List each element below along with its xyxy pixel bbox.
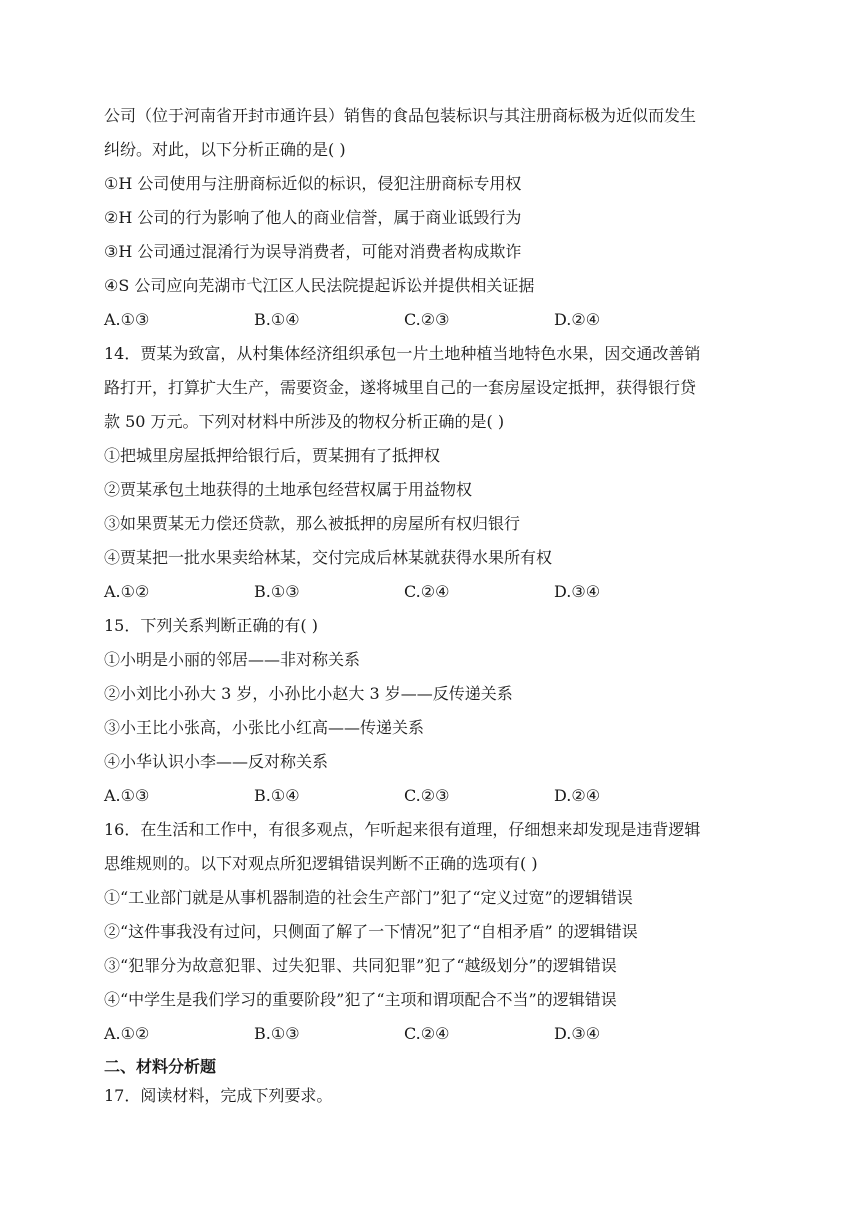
- q16-statement-3: ③“犯罪分为故意犯罪、过失犯罪、共同犯罪”犯了“越级划分”的逻辑错误: [104, 956, 617, 975]
- q16-option-a: A.①②: [104, 1024, 150, 1043]
- q16-statement-4: ④“中学生是我们学习的重要阶段”犯了“主项和谓项配合不当”的逻辑错误: [104, 990, 617, 1009]
- q15-option-b: B.①④: [254, 786, 300, 805]
- q14-stem-line-1: 14．贾某为致富，从村集体经济组织承包一片土地种植当地特色水果，因交通改善销: [104, 344, 701, 363]
- q14-option-d: D.③④: [554, 582, 601, 601]
- q15-stem: 15．下列关系判断正确的有( ): [104, 616, 318, 635]
- q15-statement-3: ③小王比小张高，小张比小红高——传递关系: [104, 718, 425, 737]
- q14-options: [104, 582, 754, 602]
- q16-option-b: B.①③: [254, 1024, 300, 1043]
- q15-options: [104, 786, 754, 806]
- q14-option-c: C.②④: [404, 582, 450, 601]
- q13-statement-3: ③H 公司通过混淆行为误导消费者，可能对消费者构成欺诈: [104, 242, 522, 261]
- q16-stem-line-2: 思维规则的。以下对观点所犯逻辑错误判断不正确的选项有( ): [104, 854, 538, 873]
- q16-statement-1: ①“工业部门就是从事机器制造的社会生产部门”犯了“定义过宽”的逻辑错误: [104, 888, 633, 907]
- q14-option-a: A.①②: [104, 582, 150, 601]
- q15-statement-2: ②小刘比小孙大 3 岁，小孙比小赵大 3 岁——反传递关系: [104, 684, 513, 703]
- q13-option-c: C.②③: [404, 310, 450, 329]
- q13-option-a: A.①③: [104, 310, 150, 329]
- q13-statement-2: ②H 公司的行为影响了他人的商业信誉，属于商业诋毁行为: [104, 208, 522, 227]
- q14-statement-1: ①把城里房屋抵押给银行后，贾某拥有了抵押权: [104, 446, 441, 465]
- section-heading: 二、材料分析题: [104, 1057, 217, 1076]
- q15-option-d: D.②④: [554, 786, 601, 805]
- q13-option-b: B.①④: [254, 310, 300, 329]
- q15-option-c: C.②③: [404, 786, 450, 805]
- q13-statement-1: ①H 公司使用与注册商标近似的标识，侵犯注册商标专用权: [104, 174, 522, 193]
- q16-option-c: C.②④: [404, 1024, 450, 1043]
- q14-statement-2: ②贾某承包土地获得的土地承包经营权属于用益物权: [104, 480, 473, 499]
- q14-statement-3: ③如果贾某无力偿还贷款，那么被抵押的房屋所有权归银行: [104, 514, 521, 533]
- q16-statement-2: ②“这件事我没有过问，只侧面了解了一下情况”犯了“自相矛盾” 的逻辑错误: [104, 922, 638, 941]
- q15-statement-4: ④小华认识小李——反对称关系: [104, 752, 329, 771]
- q13-stem-line-1: 公司（位于河南省开封市通许县）销售的食品包装标识与其注册商标极为近似而发生: [104, 106, 697, 125]
- q15-statement-1: ①小明是小丽的邻居——非对称关系: [104, 650, 361, 669]
- q16-options: [104, 1024, 754, 1044]
- q16-stem-line-1: 16．在生活和工作中，有很多观点，乍听起来很有道理，仔细想来却发现是违背逻辑: [104, 820, 701, 839]
- q14-stem-line-3: 款 50 万元。下列对材料中所涉及的物权分析正确的是( ): [104, 412, 505, 431]
- q16-option-d: D.③④: [554, 1024, 601, 1043]
- q14-stem-line-2: 路打开，打算扩大生产，需要资金，遂将城里自己的一套房屋设定抵押，获得银行贷: [104, 378, 697, 397]
- q13-stem-line-2: 纠纷。对此，以下分析正确的是( ): [104, 140, 346, 159]
- q13-statement-4: ④S 公司应向芜湖市弋江区人民法院提起诉讼并提供相关证据: [104, 276, 535, 295]
- q14-option-b: B.①③: [254, 582, 300, 601]
- q14-statement-4: ④贾某把一批水果卖给林某，交付完成后林某就获得水果所有权: [104, 548, 553, 567]
- q15-option-a: A.①③: [104, 786, 150, 805]
- q13-options: [104, 310, 754, 330]
- q17-stem: 17．阅读材料，完成下列要求。: [104, 1086, 333, 1105]
- q13-option-d: D.②④: [554, 310, 601, 329]
